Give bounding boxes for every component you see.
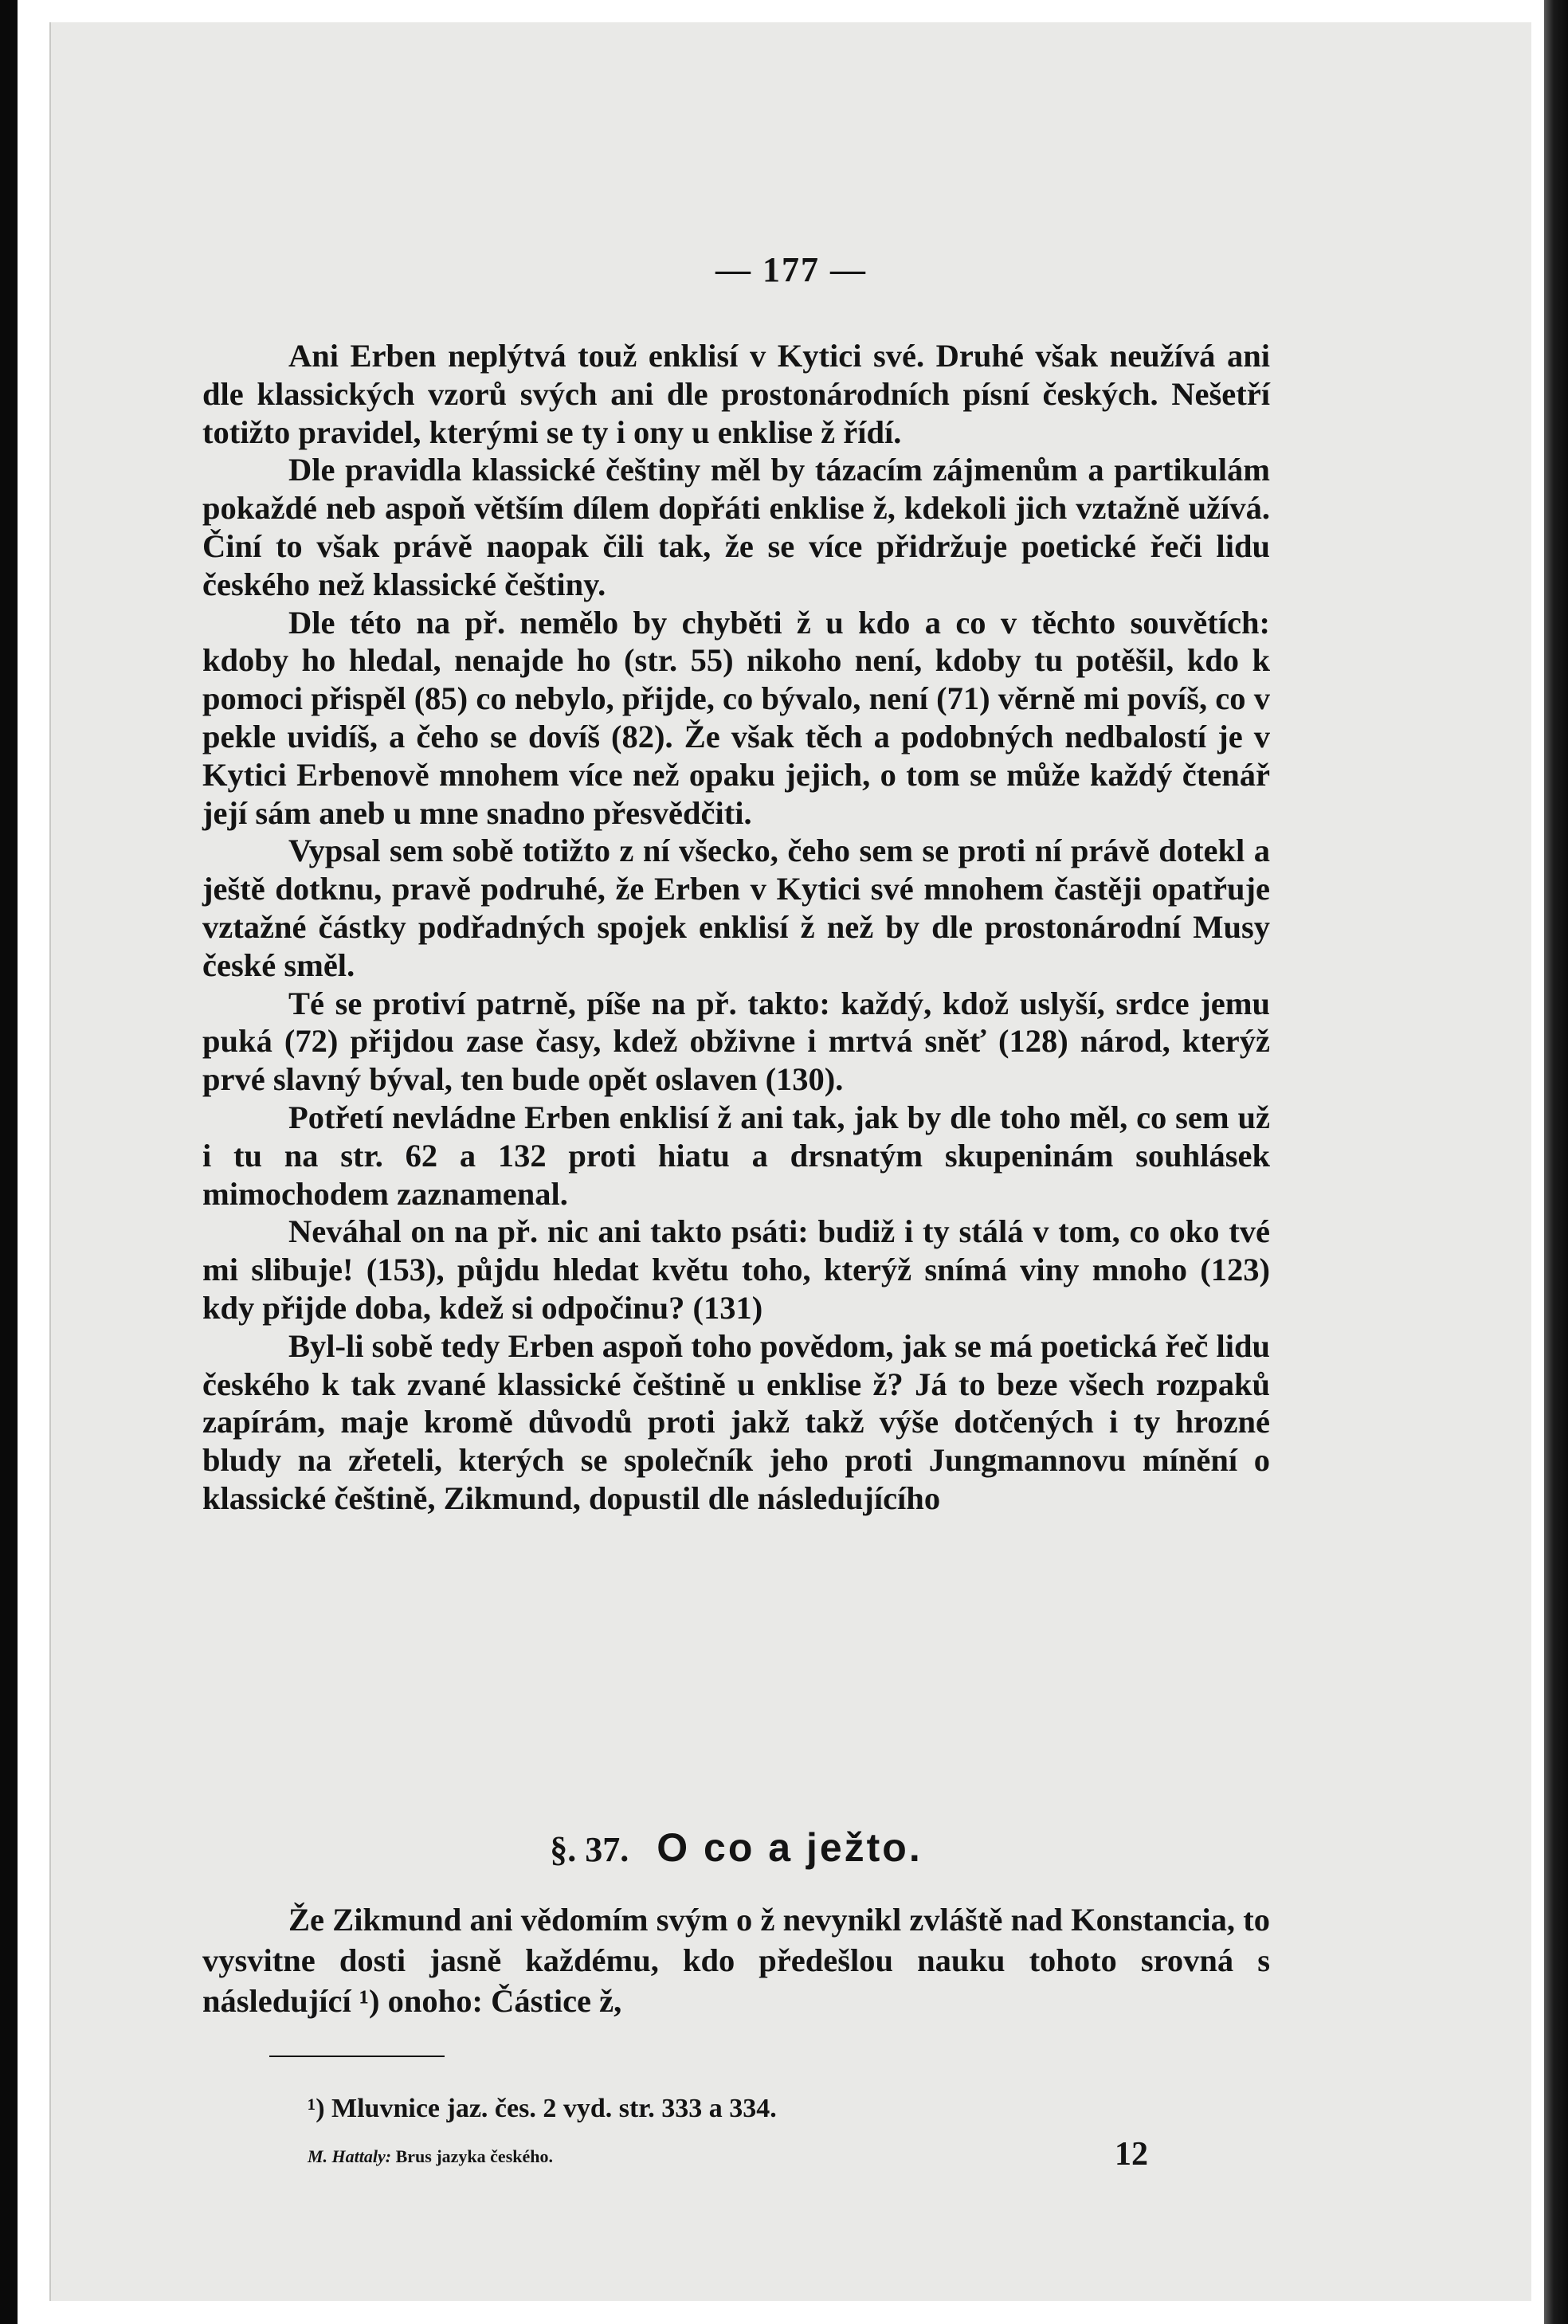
- section-number: §. 37.: [550, 1830, 629, 1869]
- footnote: [308, 2094, 777, 2124]
- printer-signature: [308, 2146, 553, 2167]
- paragraph-6: Potřetí nevládne Erben enklisí ž ani tak, jak by dle toho měl, co sem už i tu na str. 62 a 132 proti hiatu a drsnatým skupeninám souhlásek mimochodem zaznamenal.: [202, 1099, 1270, 1212]
- section-title: O co a ježto.: [657, 1825, 923, 1870]
- paragraph-5: Té se protiví patrně, píše na př. takto: každý, kdož uslyší, srdce jemu puká (72) přijdou zase časy, kdež obživne i mrtvá sněť (128) národ, kterýž prvé slavný býval, ten bude opět oslaven (130).: [202, 985, 1270, 1098]
- paragraph-4: Vypsal sem sobě totižto z ní všecko, čeho sem se proti ní právě dotekl a ještě dotknu, pravě podruhé, že Erben v Kytici své mnohem častěji opatřuje vztažné částky podřadných spojek enklisí ž než by dle prostonárodní Musy české směl.: [202, 833, 1270, 983]
- signature-author: M. Hattaly:: [308, 2146, 392, 2166]
- scan-right-edge: [1544, 0, 1568, 2324]
- section-heading: [202, 1824, 1270, 1871]
- page-number: — 177 —: [715, 250, 867, 289]
- footnote-text: Mluvnice jaz. čes. 2 vyd. str. 333 a 334.: [331, 2094, 777, 2123]
- footnote-marker: ¹): [308, 2094, 325, 2123]
- paragraph-2: Dle pravidla klassické češtiny měl by tázacím zájmenům a partikulám pokaždé neb aspoň větším dílem dopřáti enklise ž, kdekoli jich vztažně užívá. Činí to však právě naopak čili tak, že se více přidržuje poetické řeči lidu českého než klassické češtiny.: [202, 452, 1270, 602]
- paragraph-1: Ani Erben neplýtvá touž enklisí v Kytici své. Druhé však neužívá ani dle klassických vzorů svých ani dle prostonárodních písní českých. Nešetří totižto pravidel, kterými se ty i ony u enklise ž řídí.: [202, 338, 1270, 450]
- sheet-number: 12: [1115, 2136, 1148, 2173]
- main-text: [202, 337, 1270, 1518]
- section-text: [202, 1899, 1270, 2021]
- signature-title: Brus jazyka českého.: [395, 2146, 553, 2166]
- paragraph-8: Byl-li sobě tedy Erben aspoň toho povědom, jak se má poetická řeč lidu českého k tak zvané klassické češtině u enklise ž? Já to beze všech rozpaků zapírám, maje kromě důvodů proti jakž takž výše dotčených i ty hrozné bludy na zřeteli, kterých se společník jeho proti Jungmannovu mínění o klassické češtině, Zikmund, dopustil dle následujícího: [202, 1327, 1270, 1516]
- section-paragraph: Že Zikmund ani vědomím svým o ž nevynikl zvláště nad Konstancia, to vysvitne dosti jasně každému, kdo předešlou nauku tohoto srovná s následující ¹) onoho: Částice ž,: [202, 1902, 1270, 2019]
- footnote-divider: [269, 2056, 445, 2057]
- paragraph-3: Dle této na př. nemělo by chyběti ž u kdo a co v těchto souvětích: kdoby ho hledal, nenajde ho (str. 55) nikoho není, kdoby tu potěšil, kdo k pomoci přispěl (85) co nebylo, přijde, co bývalo, není (71) věrně mi povíš, co v pekle uvidíš, a čeho se dovíš (82). Že však těch a podobných nedbalostí je v Kytici Erbenově mnohem více než opaku jejich, o tom se může každý čtenář její sám aneb u mne snadno přesvědčiti.: [202, 604, 1270, 831]
- book-page: [49, 22, 1531, 2301]
- scan-left-edge: [0, 0, 18, 2324]
- paragraph-7: Neváhal on na př. nic ani takto psáti: budiž i ty stálá v tom, co oko tvé mi slibuje! (153), půjdu hledat květu toho, kterýž snímá viny mnoho (123) kdy přijde doba, kdež si odpočinu? (131): [202, 1213, 1270, 1326]
